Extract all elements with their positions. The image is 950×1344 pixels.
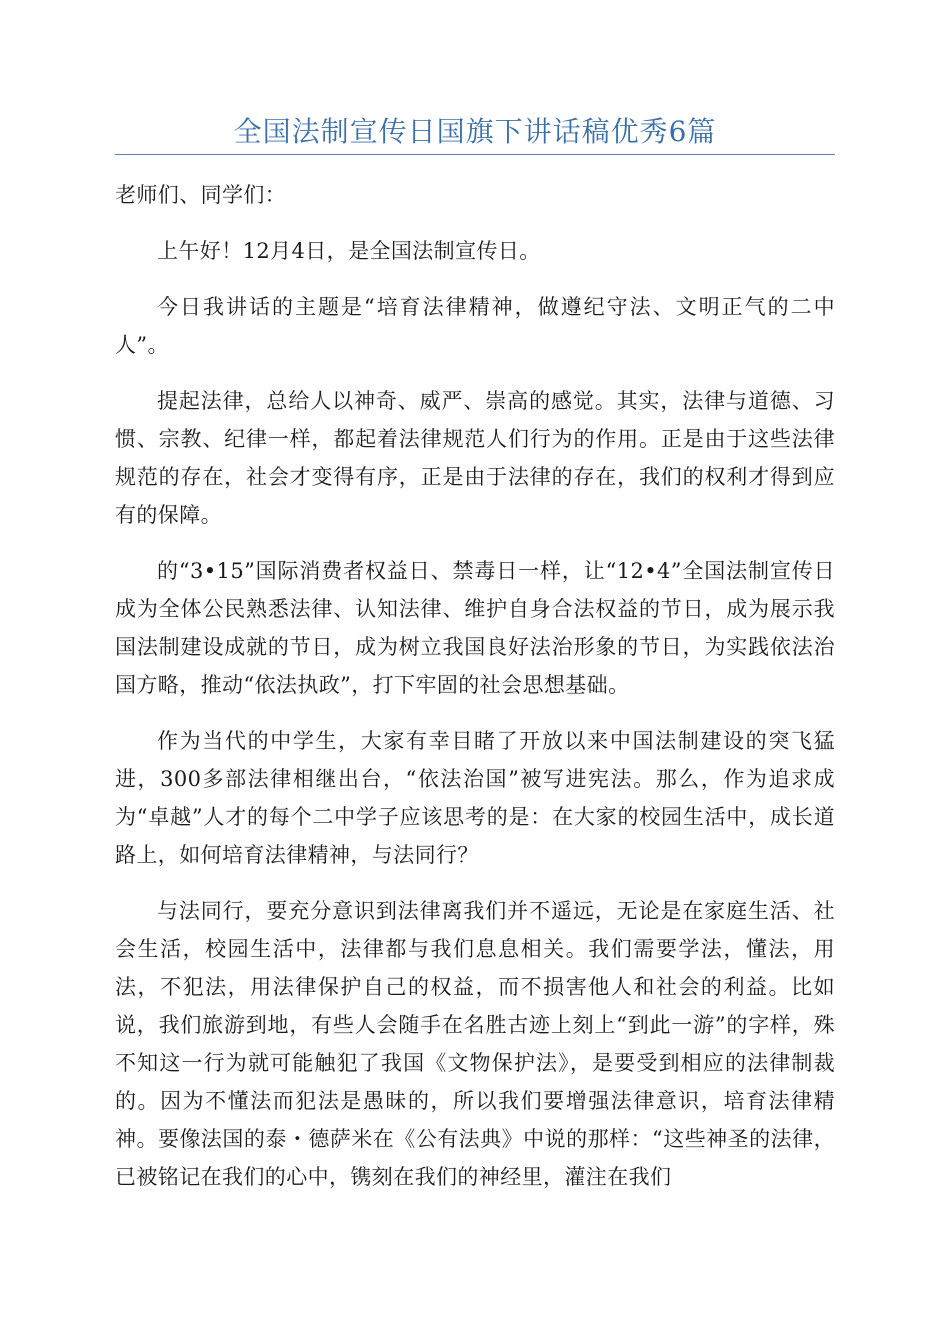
paragraph: 作为当代的中学生，大家有幸目睹了开放以来中国法制建设的突飞猛进，300多部法律相继出台，“依法治国”被写进宪法。那么，作为追求成为“卓越”人才的每个二中学子应该思考的是：在大家的校园生活中，成长道路上，如何培育法律精神，与法同行？: [115, 729, 835, 867]
paragraph: 与法同行，要充分意识到法律离我们并不遥远，无论是在家庭生活、社会生活，校园生活中，法律都与我们息息相关。我们需要学法，懂法，用法，不犯法，用法律保护自己的权益，而不损害他人和社会的利益。比如说，我们旅游到地，有些人会随手在名胜古迹上刻上“到此一游”的字样，殊不知这一行为就可能触犯了我国《文物保护法》，是要受到相应的法律制裁的。因为不懂法而犯法是愚昧的，所以我们要增强法律意识，培育法律精神。要像法国的泰・德萨米在《公有法典》中说的那样：“这些神圣的法律，已被铭记在我们的心中，镌刻在我们的神经里，灌注在我们: [115, 899, 835, 1189]
document-body: [115, 176, 835, 1214]
paragraph: 上午好！12月4日，是全国法制宣传日。: [157, 239, 541, 263]
paragraph: 今日我讲话的主题是“培育法律精神，做遵纪守法、文明正气的二中人”。: [115, 295, 835, 357]
document-title: 全国法制宣传日国旗下讲话稿优秀6篇: [233, 115, 717, 148]
title-underline: [115, 154, 835, 155]
greeting-paragraph: 老师们、同学们：: [115, 183, 287, 207]
paragraph: 提起法律，总给人以神奇、威严、崇高的感觉。其实，法律与道德、习惯、宗教、纪律一样，都起着法律规范人们行为的作用。正是由于这些法律规范的存在，社会才变得有序，正是由于法律的存在，我们的权利才得到应有的保障。: [115, 389, 835, 527]
paragraph: 的“3•15”国际消费者权益日、禁毒日一样，让“12•4”全国法制宣传日成为全体公民熟悉法律、认知法律、维护自身合法权益的节日，成为展示我国法制建设成就的节日，成为树立我国良好法治形象的节日，为实践依法治国方略，推动“依法执政”，打下牢固的社会思想基础。: [115, 559, 835, 697]
